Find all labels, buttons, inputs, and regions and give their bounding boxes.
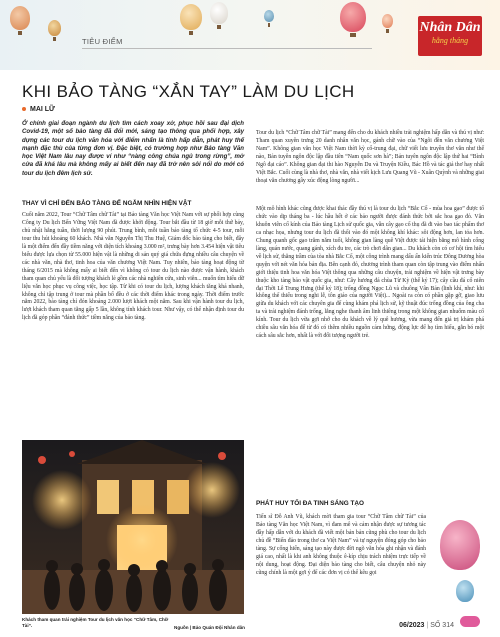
balloon-illustration bbox=[456, 580, 474, 602]
photo-illustration bbox=[22, 440, 244, 614]
column1-paragraph: Cuối năm 2022, Tour “Chữ Tâm chữ Tài” tại Bảo tàng Văn học Việt Nam với sự phối hợp cùng Công ty Du lịch Bến Vững Việt Nam đã được khởi động. Tour bắt đầu từ 18 giờ mỗi thứ bảy, chủ nhật hằng tuần, thời lượng 90 phút. Trung bình, mỗi tuần bảo tàng tổ chức 4-5 tour, mỗi tour thu hút khoảng 60 khách. Nhà văn Nguyễn Thị Thu Huệ, Giám đốc bảo tàng cho biết, đây là một điểm đến đầy tiềm năng với diện tích khoảng 3.000 m², trưng bày hơn 3.454 hiện vật tiêu biểu được lựa chọn từ 55.000 hiện vật là những di sản quý giá chứa đựng nhiều câu chuyện về các nhà văn, nhà thơ, tinh hoa của văn chương Việt Nam. Tuy nhiên, bảo tàng hoạt động từ tháng 6/2015 mà không mấy ai biết đến vì không có tour du lịch nào được vận hành, khách tham quan chủ yếu là đối tượng khách lẻ gồm các nhà nghiên cứu, sinh viên... muốn tìm hiểu dữ liệu văn học phục vụ công việc, học tập. Từ khi có tour du lịch, lượng khách tăng khá nhanh, không chỉ tập trung ở tour mà phần bố đều ở các thời điểm khác trong ngày. Thời điểm trước năm 2022, bảo tàng chỉ đón khoảng 2.000 lượt khách một năm. Sau khi vận hành tour du lịch, lượt khách tham quan tăng gấp 5 lần, không tính khách tour. Như vậy, có thể nhận định tour du lịch đã góp phần “đánh thức” tiềm năng của bảo tàng. bbox=[22, 212, 244, 322]
issue-number: SỐ 314 bbox=[430, 622, 454, 629]
article-author bbox=[22, 106, 55, 113]
magazine-logo bbox=[418, 16, 482, 56]
page-tab-marker bbox=[460, 616, 480, 627]
logo-title: Nhân Dân bbox=[419, 20, 481, 35]
balloon-illustration bbox=[440, 520, 480, 570]
footer-separator: | bbox=[426, 622, 429, 629]
logo-subtitle: hằng tháng bbox=[431, 36, 469, 45]
subheading-1: THAY VÌ CHỈ ĐẾN BẢO TÀNG ĐỂ NGẮM NHÌN HIỆN VẬT bbox=[22, 200, 192, 207]
header-banner bbox=[0, 0, 500, 70]
balloon-illustration bbox=[210, 2, 228, 24]
issue-date: 06/2023 bbox=[399, 622, 425, 629]
balloon-illustration bbox=[340, 2, 366, 32]
section-divider bbox=[82, 48, 372, 49]
column2-paragraph-1: Tour du lịch “Chữ Tâm chữ Tài” mang đến cho du khách nhiều trải nghiệm hấp dẫn và thú vị như: Tham quan xuyên trưng 20 danh nhân văn học, gánh chữ vào của “Ngôi đền văn chương Việt Nam”. Không gian văn học Việt Nam thời kỳ cổ-trung đại, chữ viết lưu truyền thơ văn như thế nào, Bản tuyên ngôn độc lập đầu tiên “Nam quốc sơn hà”; Bản tuyên ngôn độc lập thứ hai “Bình Ngô đại cáo”. Không gian đại thi hào Nguyễn Du và Truyện Kiều, Bác Hồ và tác giả thơ hay nhất Việt Bắc. Cuối cùng là nhà thơ, nhà văn, nhà viết kịch Lưu Quang Vũ - Xuân Quỳnh và những giai thoại văn chương gây xúc động lòng người... bbox=[256, 130, 484, 184]
column2-paragraph-2: Một mô hình khác cũng được khai thác đầy thú vị là tour du lịch “Bắc Cổ - mùa hoa gạo” được tổ chức vào dịp tháng ba - lúc hầu hết ở các bảo người được đánh thức bởi sắc hoa gạo đỏ. Văn khuôn viên cổ kính của Bảo tàng Lịch sử quốc gia, vẫn cây gạo cổ thụ đã đi vào bao tác phẩm thơ ca nhạc họa, nhưng tour du lịch đã thổi vào đó một không khí khác: sôi động hơn, lan tỏa hơn. Chung quanh gốc gạo trăm năm tuổi, không gian làng quê Việt được tái hiện bằng mô hình cổng làng, quán nước, quang gánh, xích đu tre, các trò chơi dân gian... Du khách còn có cơ hội tìm hiểu về lịch sử, thăng trầm của tòa nhà Bắc Cổ, một công trình mang dấu ấn kiến trúc Đông Dương hòa quyện với nét văn hóa bản địa. Bên cạnh đó, chương trình tham quan còn tập trung vào điểm nhấn giới thiệu tinh hoa văn hóa Việt thông qua những câu chuyện, trải nghiệm về hiện vật trưng bày thuộc kho tàng bảo vật quốc gia, như: Cây hương đá chùa Từ Kỳ (thế kỷ 17); cây cầu đá cổ niên đại Thời Lê Trung Hưng (thế kỷ 18); trống đồng Ngọc Lũ và chuông Vân Bản (linh khí, như: khi không thể thiếu trong nghi lễ, tôn giáo của người Việt)... Ngoài ra còn có phần gặp gỡ, giao lưu giữa du khách với các chuyên gia để cùng khám phá lịch sử, kỹ thuật đúc trống đồng của ông cha ta và trải nghiệm đánh trống, lắng nghe thanh âm linh thiêng trong một không gian nhuốm màu cổ kính. Tour du lịch vừa gợi nhớ cho du khách về lý quê hương, vừa mang đến giá trị khám phá chiều sâu văn hóa để từ đó có thêm nhiều nguồn cảm hứng, động lực để họ tìm hiểu, gắn bó một cách sâu sắc hơn, nhất là với đối tượng người trẻ. bbox=[256, 206, 484, 340]
photo-credit: Nguồn | Bảo Quán Đội Nhân dân bbox=[174, 625, 245, 630]
balloon-illustration bbox=[48, 20, 61, 36]
balloon-illustration bbox=[264, 10, 274, 22]
page-footer bbox=[399, 622, 454, 629]
author-bullet-icon bbox=[22, 107, 26, 111]
column2-paragraph-3: Tiến sĩ Đỗ Anh Vũ, khách mời tham gia tour “Chữ Tâm chữ Tài” của Bảo tàng Văn học Việt Nam, vì đam mê và cảm nhận được sự tương tác đầy hấp dẫn với du khách đã viết một bản bản cũng phù cho tour du lịch chủ đề “Biển đảo trong thơ ca Việt Nam” và tự nguyện đóng góp cho bảo tàng. Sự cống hiến, sáng tạo này được đời ngõ văn hóa ghi nhận và đánh giá cao, nhất là khi anh không thuộc ê-kíp chịu trách nhiệm trực tiếp về nội dung, hoạt động. Đại diện bảo tàng cho biết, câu chuyện nhỏ này cũng chính là một gợi ý để các đơn vị có thể kêu gọi bbox=[256, 514, 426, 576]
article-lead: Ở chính giai đoạn ngành du lịch tìm cách xoay xở, phục hồi sau đại dịch Covid-19, một số bảo tàng đã đổi mới, sáng tạo thông qua phối hợp, xây dựng các tour du lịch văn hóa với điểm nhấn là tính hấp dẫn, phát huy thế mạnh đặc thù của từng đơn vị. Đặc biệt, có trường hợp như Bảo tàng Văn học Việt Nam lâu nay được ví như “nàng công chúa ngủ trong rừng”, mở cửa đã khá lâu mà không mấy ai biết đến nay đã trở nên sôi nổi do mới có tour du lịch đêm lịch sử. bbox=[22, 120, 244, 177]
balloon-illustration bbox=[10, 6, 30, 30]
article-title: KHI BẢO TÀNG “XẮN TAY” LÀM DU LỊCH bbox=[22, 82, 355, 101]
article-photo bbox=[22, 440, 244, 614]
subheading-2: PHÁT HUY TỐI ĐA TINH SÁNG TẠO bbox=[256, 500, 364, 507]
author-name: MAI LỮ bbox=[30, 106, 55, 113]
section-label: TIÊU ĐIỂM bbox=[82, 37, 123, 46]
photo-caption: Khách tham quan trải nghiệm Tour du lịch văn học “Chữ Tâm, Chữ Tài”. bbox=[22, 617, 169, 628]
balloon-illustration bbox=[180, 4, 202, 30]
balloon-illustration bbox=[382, 14, 393, 28]
